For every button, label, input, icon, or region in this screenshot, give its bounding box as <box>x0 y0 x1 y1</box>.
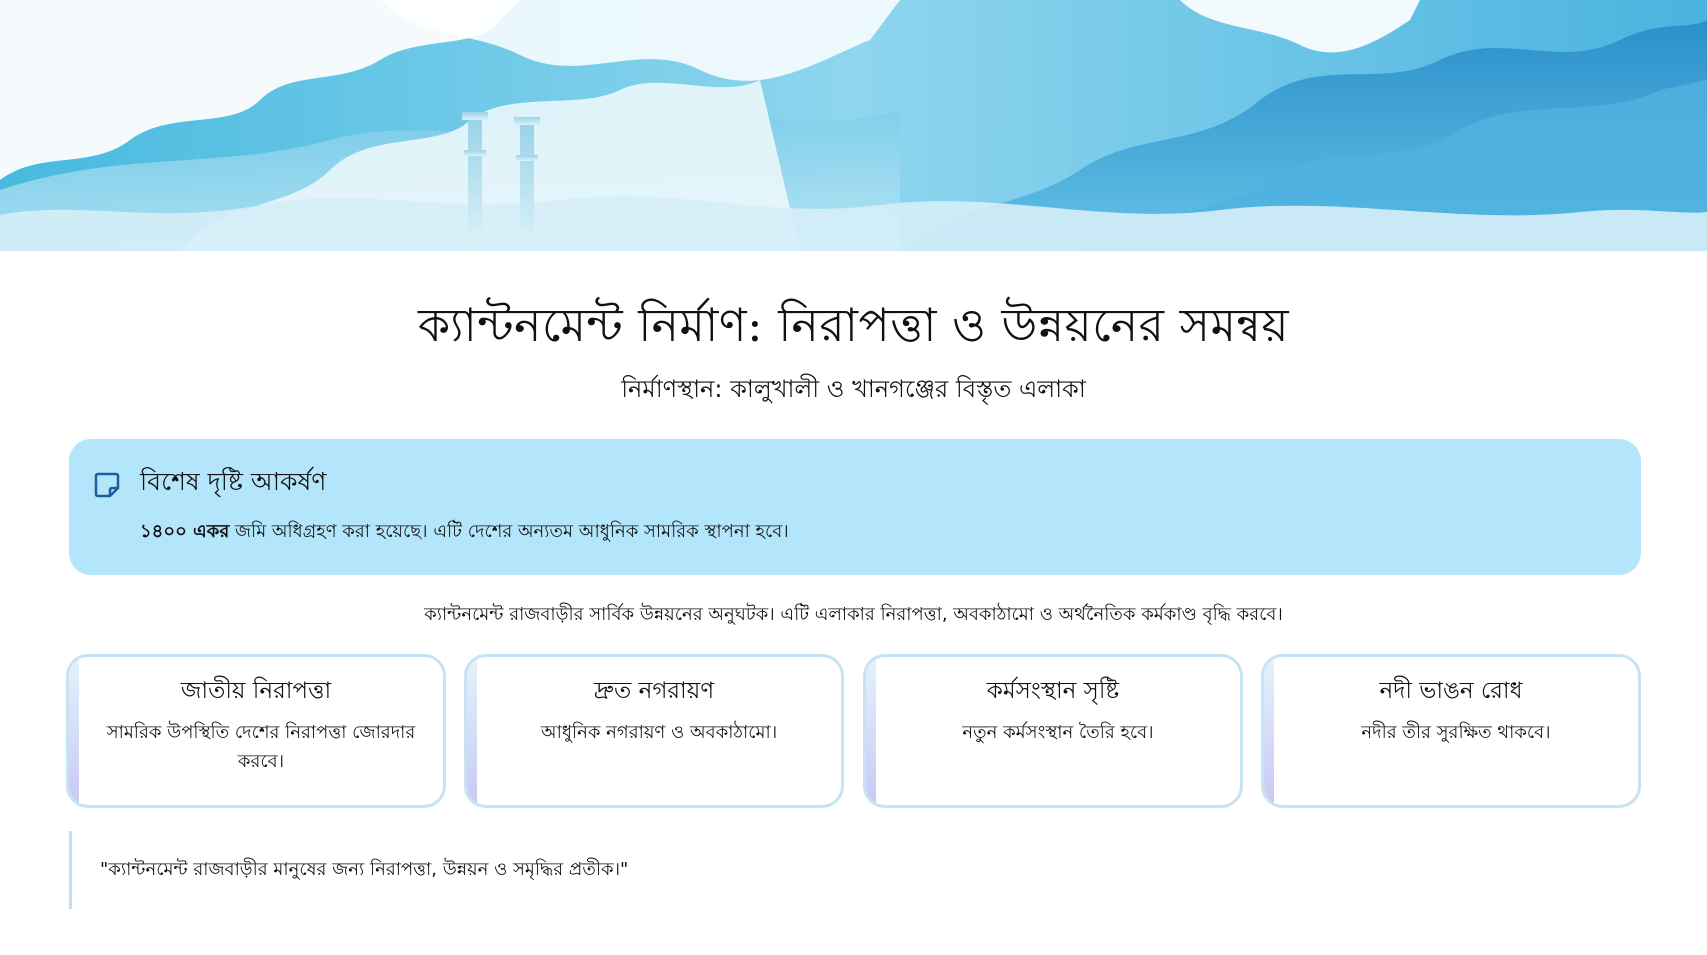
quote-text: "ক্যান্টনমেন্ট রাজবাড়ীর মানুষের জন্য নিরাপত্তা, উন্নয়ন ও সমৃদ্ধির প্রতীক।" <box>100 859 629 880</box>
highlight-title: বিশেষ দৃষ্টি আকর্ষণ <box>140 467 327 496</box>
card-river-erosion <box>1261 654 1641 808</box>
card-text: সামরিক উপস্থিতি দেশের নিরাপত্তা জোরদার করবে। <box>106 721 416 772</box>
note-icon <box>93 471 121 499</box>
quote-block <box>69 831 1569 909</box>
card-national-security <box>66 654 446 808</box>
highlight-text <box>140 519 789 544</box>
card-text: আধুনিক নগরায়ণ ও অবকাঠামো। <box>540 721 778 743</box>
card-title: কর্মসংস্থান সৃষ্টি <box>986 678 1120 704</box>
highlight-box <box>69 439 1641 575</box>
card-employment <box>863 654 1243 808</box>
highlight-bold-text: ১৪০০ একর <box>140 521 230 542</box>
card-text: নদীর তীর সুরক্ষিত থাকবে। <box>1361 721 1551 743</box>
card-urbanization <box>464 654 844 808</box>
sky-clouds-illustration <box>0 0 1707 251</box>
page-title: ক্যান্টনমেন্ট নির্মাণ: নিরাপত্তা ও উন্নয়নের সমন্বয় <box>417 298 1290 352</box>
benefit-cards <box>66 654 1642 808</box>
highlight-body-text: জমি অধিগ্রহণ করা হয়েছে। এটি দেশের অন্যতম আধুনিক সামরিক স্থাপনা হবে। <box>229 521 789 542</box>
card-text: নতুন কর্মসংস্থান তৈরি হবে। <box>962 721 1154 743</box>
page-subtitle: নির্মাণস্থান: কালুখালী ও খানগঞ্জের বিস্তৃত এলাকা <box>621 375 1086 403</box>
card-title: নদী ভাঙন রোধ <box>1379 678 1523 704</box>
card-title: জাতীয় নিরাপত্তা <box>180 678 332 704</box>
card-title: দ্রুত নগরায়ণ <box>593 678 715 704</box>
header-banner <box>0 0 1707 251</box>
summary-text: ক্যান্টনমেন্ট রাজবাড়ীর সার্বিক উন্নয়নের অনুঘটক। এটি এলাকার নিরাপত্তা, অবকাঠামো ও অর্থনৈতিক কর্মকাণ্ড বৃদ্ধি করবে। <box>424 604 1283 625</box>
